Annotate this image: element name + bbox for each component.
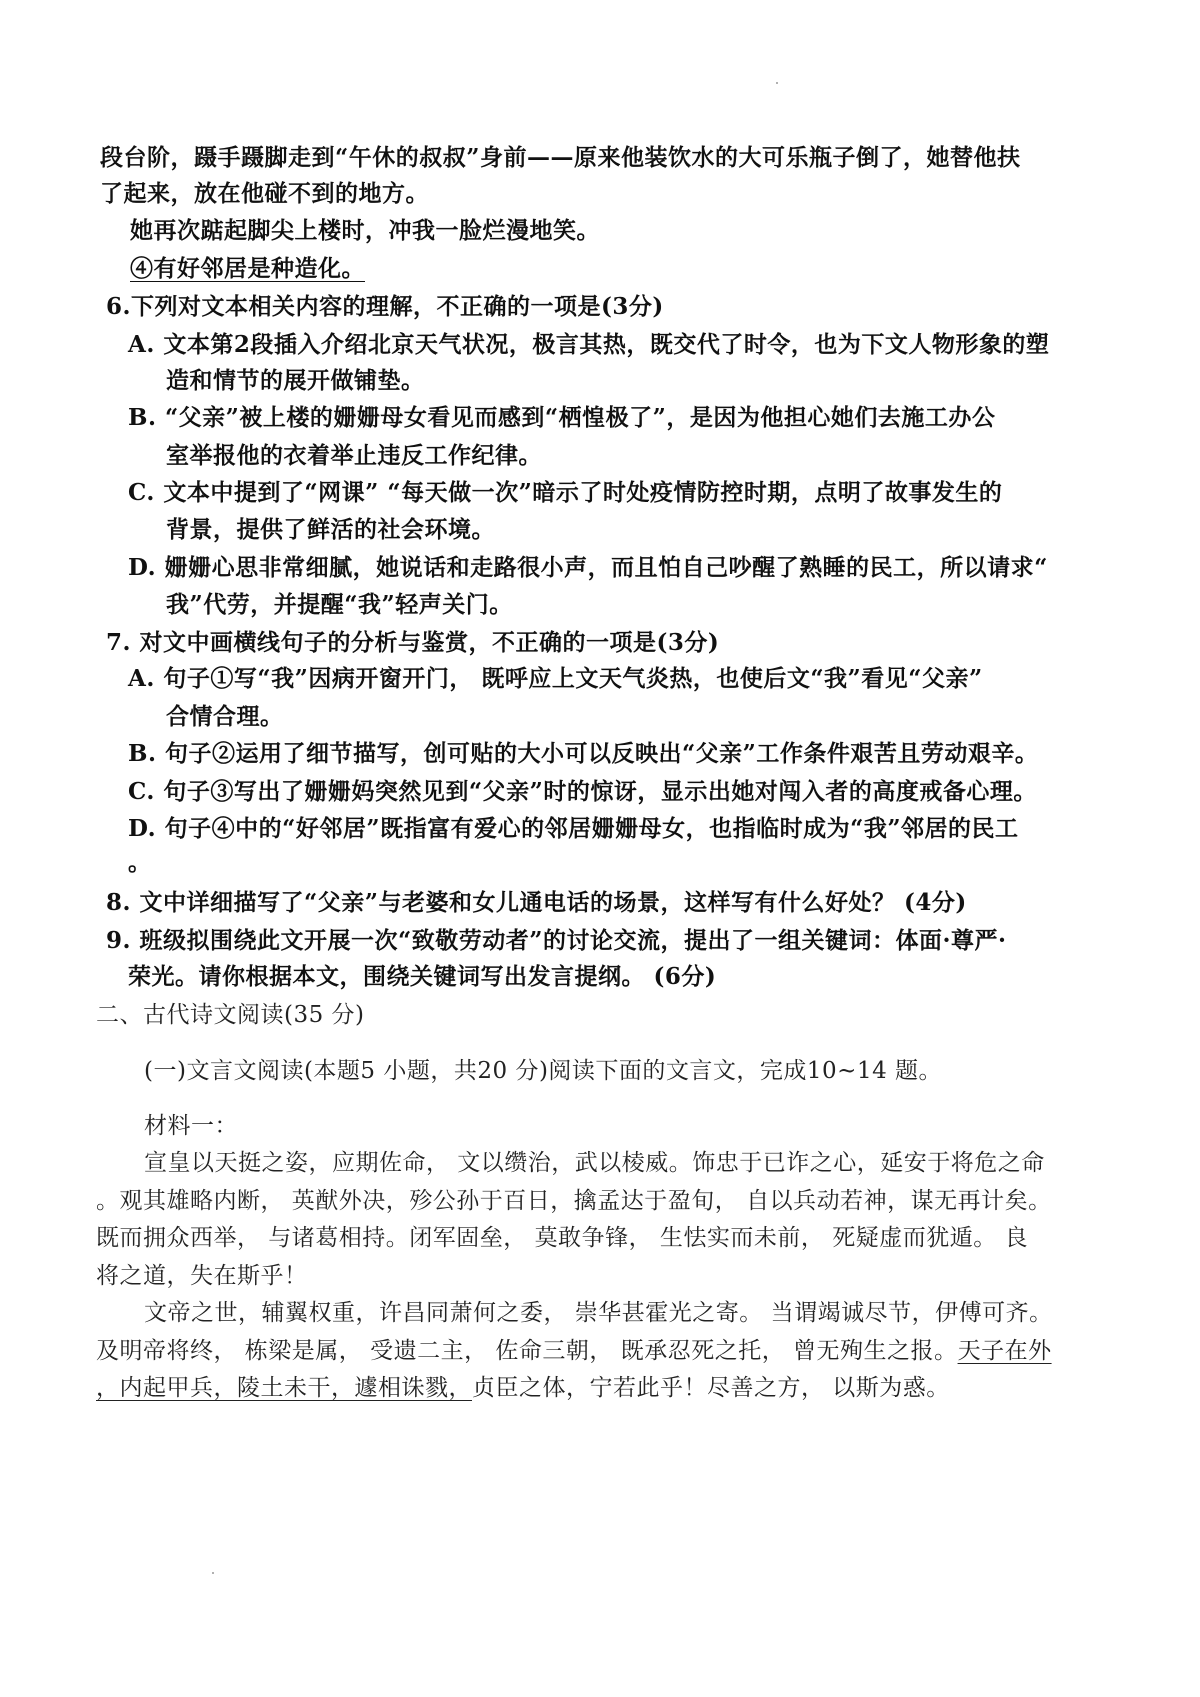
underlined-classical-sentence-cont: ，内起甲兵，陵土未干，遽相诛戮， <box>96 1375 472 1401</box>
classical-text-line <box>96 1373 950 1403</box>
option-6c-cont: 背景，提供了鲜活的社会环境。 <box>166 516 495 543</box>
option-7d: D. 句子④中的“好邻居”既指富有爱心的邻居姗姗母女，也指临时成为“我”邻居的民工 <box>128 815 1019 842</box>
classical-text-line: 文帝之世，辅翼权重，许昌同萧何之委， 崇华甚霍光之寄。 当谓竭诚尽节，伊傅可齐。 <box>144 1300 1053 1326</box>
option-7c: C. 句子③写出了姗姗妈突然见到“父亲”时的惊讶，显示出她对闯入者的高度戒备心理。 <box>128 778 1037 805</box>
passage-line: 段台阶，蹑手蹑脚走到“午休的叔叔”身前——原来他装饮水的大可乐瓶子倒了，她替他扶 <box>100 144 1021 171</box>
classical-text-line <box>96 1336 1052 1366</box>
option-6d: D. 姗姗心思非常细腻，她说话和走路很小声，而且怕自己吵醒了熟睡的民工，所以请求“ <box>128 554 1048 581</box>
underlined-classical-sentence: 天子在外 <box>957 1338 1052 1364</box>
scan-speck <box>776 82 778 84</box>
scan-speck <box>212 1572 214 1574</box>
classical-text-line: 宣皇以天挺之姿，应期佐命， 文以缵治，武以棱威。饰忠于已诈之心，延安于将危之命 <box>144 1150 1045 1176</box>
option-7a: A. 句子①写“我”因病开窗开门， 既呼应上文天气炎热，也使后文“我”看见“父亲” <box>128 665 983 692</box>
question-7: 7. 对文中画横线句子的分析与鉴赏，不正确的一项是(3分) <box>106 629 720 656</box>
passage-line: 她再次踮起脚尖上楼时，冲我一脸烂漫地笑。 <box>130 217 600 244</box>
classical-text-line: 既而拥众西举， 与诸葛相持。闭军固垒， 莫敢争锋， 生怯实而未前， 死疑虚而犹遁。 良 <box>96 1225 1029 1251</box>
question-6: 6.下列对文本相关内容的理解，不正确的一项是(3分) <box>106 293 664 320</box>
section-2-heading: 二、古代诗文阅读(35 分) <box>96 1002 365 1028</box>
underlined-sentence-4: ④有好邻居是种造化。 <box>130 255 365 282</box>
option-6b: B. “父亲”被上楼的姗姗母女看见而感到“栖惶极了”，是因为他担心她们去施工办公 <box>128 404 996 431</box>
classical-text-segment: 贞臣之体，宁若此乎！尽善之方， 以斯为惑。 <box>472 1375 950 1401</box>
material-label: 材料一： <box>144 1113 238 1139</box>
subsection-heading: (一)文言文阅读(本题5 小题，共20 分)阅读下面的文言文，完成10~14 题。 <box>144 1058 943 1084</box>
question-9-cont: 荣光。请你根据本文，围绕关键词写出发言提纲。 (6分) <box>128 963 717 990</box>
classical-text-segment: 及明帝将终， 栋梁是属， 受遗二主， 佐命三朝， 既承忍死之托， 曾无殉生之报。 <box>96 1338 958 1364</box>
option-7a-cont: 合情合理。 <box>166 703 284 730</box>
option-6c: C. 文本中提到了“网课” “每天做一次”暗示了时处疫情防控时期，点明了故事发生的 <box>128 479 1003 506</box>
option-6d-cont: 我”代劳，并提醒“我”轻声关门。 <box>166 591 513 618</box>
classical-text-line: 。观其雄略内断， 英猷外决，殄公孙于百日，擒孟达于盈旬， 自以兵动若神，谋无再计矣。 <box>96 1188 1052 1214</box>
question-9: 9. 班级拟围绕此文开展一次“致敬劳动者”的讨论交流，提出了一组关键词：体面·尊严· <box>106 927 1007 954</box>
option-6b-cont: 室举报他的衣着举止违反工作纪律。 <box>166 442 542 469</box>
option-6a-cont: 造和情节的展开做铺垫。 <box>166 367 425 394</box>
classical-text-line: 将之道，失在斯乎！ <box>96 1263 308 1289</box>
option-7d-cont: 。 <box>128 849 152 876</box>
passage-line: 了起来，放在他碰不到的地方。 <box>100 180 429 207</box>
option-7b: B. 句子②运用了细节描写，创可贴的大小可以反映出“父亲”工作条件艰苦且劳动艰辛。 <box>128 740 1039 767</box>
option-6a: A. 文本第2段插入介绍北京天气状况，极言其热，既交代了时令，也为下文人物形象的塑 <box>128 331 1050 358</box>
question-8: 8. 文中详细描写了“父亲”与老婆和女儿通电话的场景，这样写有什么好处？ (4分) <box>106 889 967 916</box>
